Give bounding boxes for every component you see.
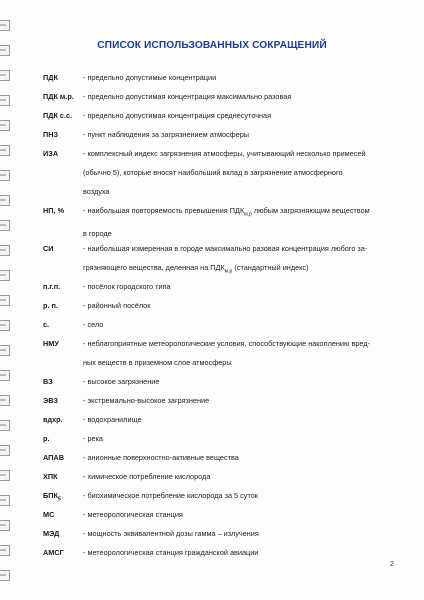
- abbreviation: СИ: [43, 244, 54, 253]
- abbreviation: ВЗ: [43, 377, 53, 386]
- abbreviation: ПДК: [43, 73, 58, 82]
- definition: - наибольшая измеренная в городе максимально разовая концентрация любого за- грязняющего вещества, деленная на $ПДК_{м.р}$ (стандартный индекс): [83, 244, 368, 275]
- abbreviation: $БПК_5$: [43, 491, 61, 503]
- definition: - наибольшая повторяемость превышения $ПДК_{м.р}$ любым загрязняющим веществом в городе: [83, 206, 370, 239]
- definition: - биохимическое потребление кислорода за 5 суток: [83, 491, 258, 500]
- page-number: 2: [390, 561, 394, 568]
- abbreviation: ПДК с.с.: [43, 111, 73, 120]
- definition: - село: [83, 320, 104, 329]
- abbreviation: ЭВЗ: [43, 396, 58, 405]
- abbreviation: ПДК м.р.: [43, 92, 74, 101]
- definition: - предельно допустимая концентрация среднесуточная: [83, 111, 272, 120]
- abbreviation: р.: [43, 434, 50, 443]
- definition: - пункт наблюдения за загрязнением атмосферы: [83, 130, 250, 139]
- abbreviation: МС: [43, 510, 55, 519]
- abbreviation: ХПК: [43, 472, 58, 481]
- definition: - мощность эквивалентной дозы гамма – излучения: [83, 529, 259, 538]
- abbreviation: ИЗА: [43, 149, 59, 158]
- abbreviation: НП, %: [43, 206, 65, 215]
- definition: - неблагоприятные метеорологические условия, способствующие накоплению вред- ных веществ в приземном слое атмосферы: [83, 339, 371, 367]
- abbreviation: МЭД: [43, 529, 60, 538]
- abbreviation: НМУ: [43, 339, 59, 348]
- abbreviation: р. п.: [43, 301, 58, 310]
- abbreviation: вдхр.: [43, 415, 63, 424]
- definition: - водохранилище: [83, 415, 142, 424]
- definition: - высокое загрязнение: [83, 377, 160, 386]
- abbreviation: с.: [43, 320, 50, 329]
- definition: - метеорологическая станция гражданской авиации: [83, 548, 259, 557]
- abbreviation: п.г.п.: [43, 282, 61, 291]
- page-title: СПИСОК ИСПОЛЬЗОВАННЫХ СОКРАЩЕНИЙ: [97, 40, 327, 51]
- definition: - предельно допустимые концентрации: [83, 73, 217, 82]
- definition: - посёлок городского типа: [83, 282, 171, 291]
- definition: - районный посёлок: [83, 301, 151, 310]
- abbreviation: ПНЗ: [43, 130, 59, 139]
- definition: - экстремально-высокое загрязнение: [83, 396, 210, 405]
- spiral-binding: [0, 0, 14, 600]
- abbreviation: АМСГ: [43, 548, 64, 557]
- definition: - река: [83, 434, 103, 443]
- definition: - химическое потребление кислорода: [83, 472, 211, 481]
- definition: - комплексный индекс загрязнения атмосферы, учитывающий несколько примесей (обычно 5), которые вносят наибольший вклад в загрязнение атмосферного воздуха: [83, 149, 366, 196]
- abbreviation: АПАВ: [43, 453, 64, 462]
- definition: - метеорологическая станция: [83, 510, 183, 519]
- definition: - анионные поверхностно-активные вещества: [83, 453, 239, 462]
- definition: - предельно допустимая концентрация максимально разовая: [83, 92, 292, 101]
